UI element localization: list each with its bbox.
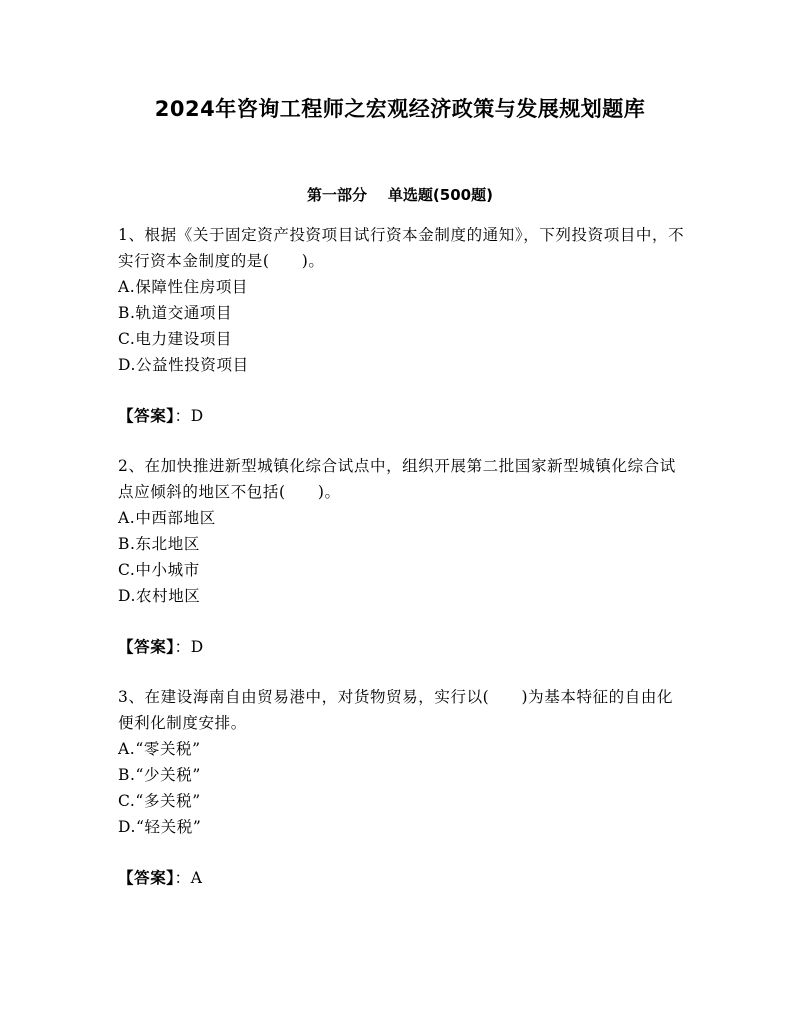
option-d: D.农村地区 — [118, 587, 201, 605]
option-b: B.“少关税” — [118, 766, 201, 784]
option-b: B.轨道交通项目 — [118, 304, 233, 322]
question-1 — [118, 222, 688, 429]
option-a: A.“零关税” — [118, 740, 201, 758]
question-stem: 1、根据《关于固定资产投资项目试行资本金制度的通知》，下列投资项目中，不实行资本金制度的是( )。 — [118, 226, 685, 270]
answer-label: 【答案】 — [118, 407, 175, 425]
question-stem: 3、在建设海南自由贸易港中，对货物贸易，实行以( )为基本特征的自由化便利化制度安排。 — [118, 688, 674, 732]
option-a: A.中西部地区 — [118, 509, 216, 527]
answer-line — [118, 403, 688, 429]
option-a: A.保障性住房项目 — [118, 278, 249, 296]
answer-line — [118, 865, 688, 891]
section-title: 第一部分 单选题(500题) — [307, 186, 493, 204]
option-c: C.“多关税” — [118, 792, 201, 810]
option-c: C.电力建设项目 — [118, 330, 233, 348]
option-d: D.“轻关税” — [118, 818, 202, 836]
question-3 — [118, 684, 688, 891]
answer-value: ：D — [174, 407, 204, 425]
option-b: B.东北地区 — [118, 535, 200, 553]
answer-value: ：A — [174, 869, 203, 887]
option-d: D.公益性投资项目 — [118, 356, 249, 374]
question-stem: 2、在加快推进新型城镇化综合试点中，组织开展第二批国家新型城镇化综合试点应倾斜的地区不包括( )。 — [118, 457, 676, 501]
question-2 — [118, 453, 688, 660]
option-c: C.中小城市 — [118, 561, 200, 579]
answer-line — [118, 634, 688, 660]
document-title: 2024年咨询工程师之宏观经济政策与发展规划题库 — [154, 97, 646, 121]
answer-label: 【答案】 — [118, 869, 175, 887]
answer-label: 【答案】 — [118, 638, 175, 656]
answer-value: ：D — [174, 638, 204, 656]
